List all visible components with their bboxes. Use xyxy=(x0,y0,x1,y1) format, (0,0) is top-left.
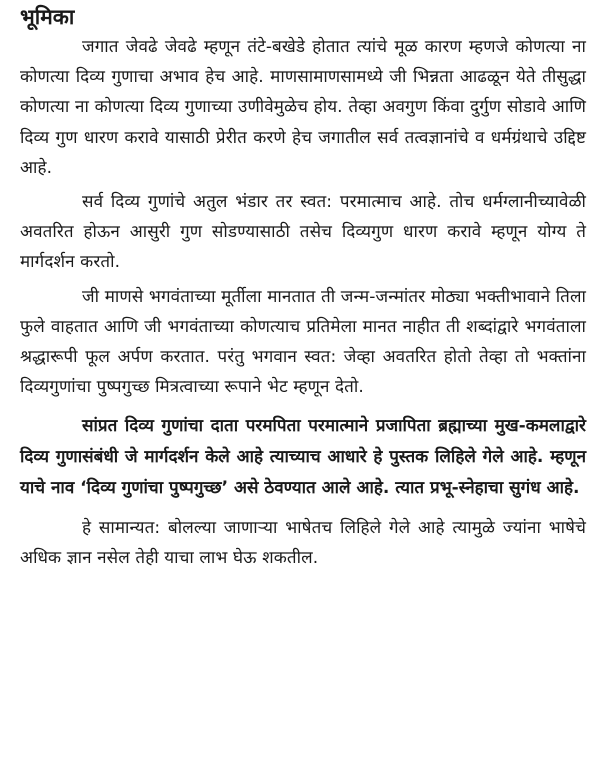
paragraph-4: सांप्रत दिव्य गुणांचा दाता परमपिता परमात्माने प्रजापिता ब्रह्माच्या मुख-कमलाद्वारे दिव्य गुणासंबंधी जे मार्गदर्शन केले आहे त्याच्याच आधारे हे पुस्तक लिहिले गेले आहे. म्हणून याचे नाव ‘दिव्य गुणांचा पुष्पगुच्छ’ असे ठेवण्यात आले आहे. त्यात प्रभू-स्नेहाचा सुगंध आहे. xyxy=(20,416,586,499)
paragraph-2: सर्व दिव्य गुणांचे अतुल भंडार तर स्वत: परमात्माच आहे. तोच धर्मग्लानीच्यावेळी अवतरित होऊन आसुरी गुण सोडण्यासाठी तसेच दिव्यगुण धारण करावे म्हणून योग्य ते मार्गदर्शन करतो. xyxy=(20,192,586,273)
paragraph-5: हे सामान्यत: बोलल्या जाणाऱ्या भाषेतच लिहिले गेले आहे त्यामुळे ज्यांना भाषेचे अधिक ज्ञान नसेल तेही याचा लाभ घेऊ शकतील. xyxy=(20,517,586,569)
paragraph-3: जी माणसे भगवंताच्या मूर्तीला मानतात ती जन्म-जन्मांतर मोठ्या भक्तीभावाने तिला फुले वाहतात आणि जी भगवंताच्या कोणत्याच प्रतिमेला मानत नाहीत ती शब्दांद्वारे भगवंताला श्रद्धारूपी फूल अर्पण करतात. परंतु भगवान स्वत: जेव्हा अवतरित होतो तेव्हा तो भक्तांना दिव्यगुणांचा पुष्पगुच्छ मित्रत्वाच्या रूपाने भेट म्हणून देतो. xyxy=(20,286,586,398)
paragraph-1: जगात जेवढे जेवढे म्हणून तंटे-बखेडे होतात त्यांचे मूळ कारण म्हणजे कोणत्या ना कोणत्या दिव्य गुणाचा अभाव हेच आहे. माणसामाणसामध्ये जी भिन्नता आढळून येते तीसुद्धा कोणत्या ना कोणत्या दिव्य गुणाच्या उणीवेमुळेच होय. तेव्हा अवगुण किंवा दुर्गुण सोडावे आणि दिव्य गुण धारण करावे यासाठी प्रेरीत करणे हेच जगातील सर्व तत्वज्ञानांचे व धर्मग्रंथाचे उद्दिष्ट आहे. xyxy=(20,37,586,178)
document-page xyxy=(20,2,586,573)
paragraph-spacer xyxy=(20,504,586,513)
page-heading: भूमिका xyxy=(20,5,75,29)
paragraph-spacer xyxy=(20,402,586,411)
